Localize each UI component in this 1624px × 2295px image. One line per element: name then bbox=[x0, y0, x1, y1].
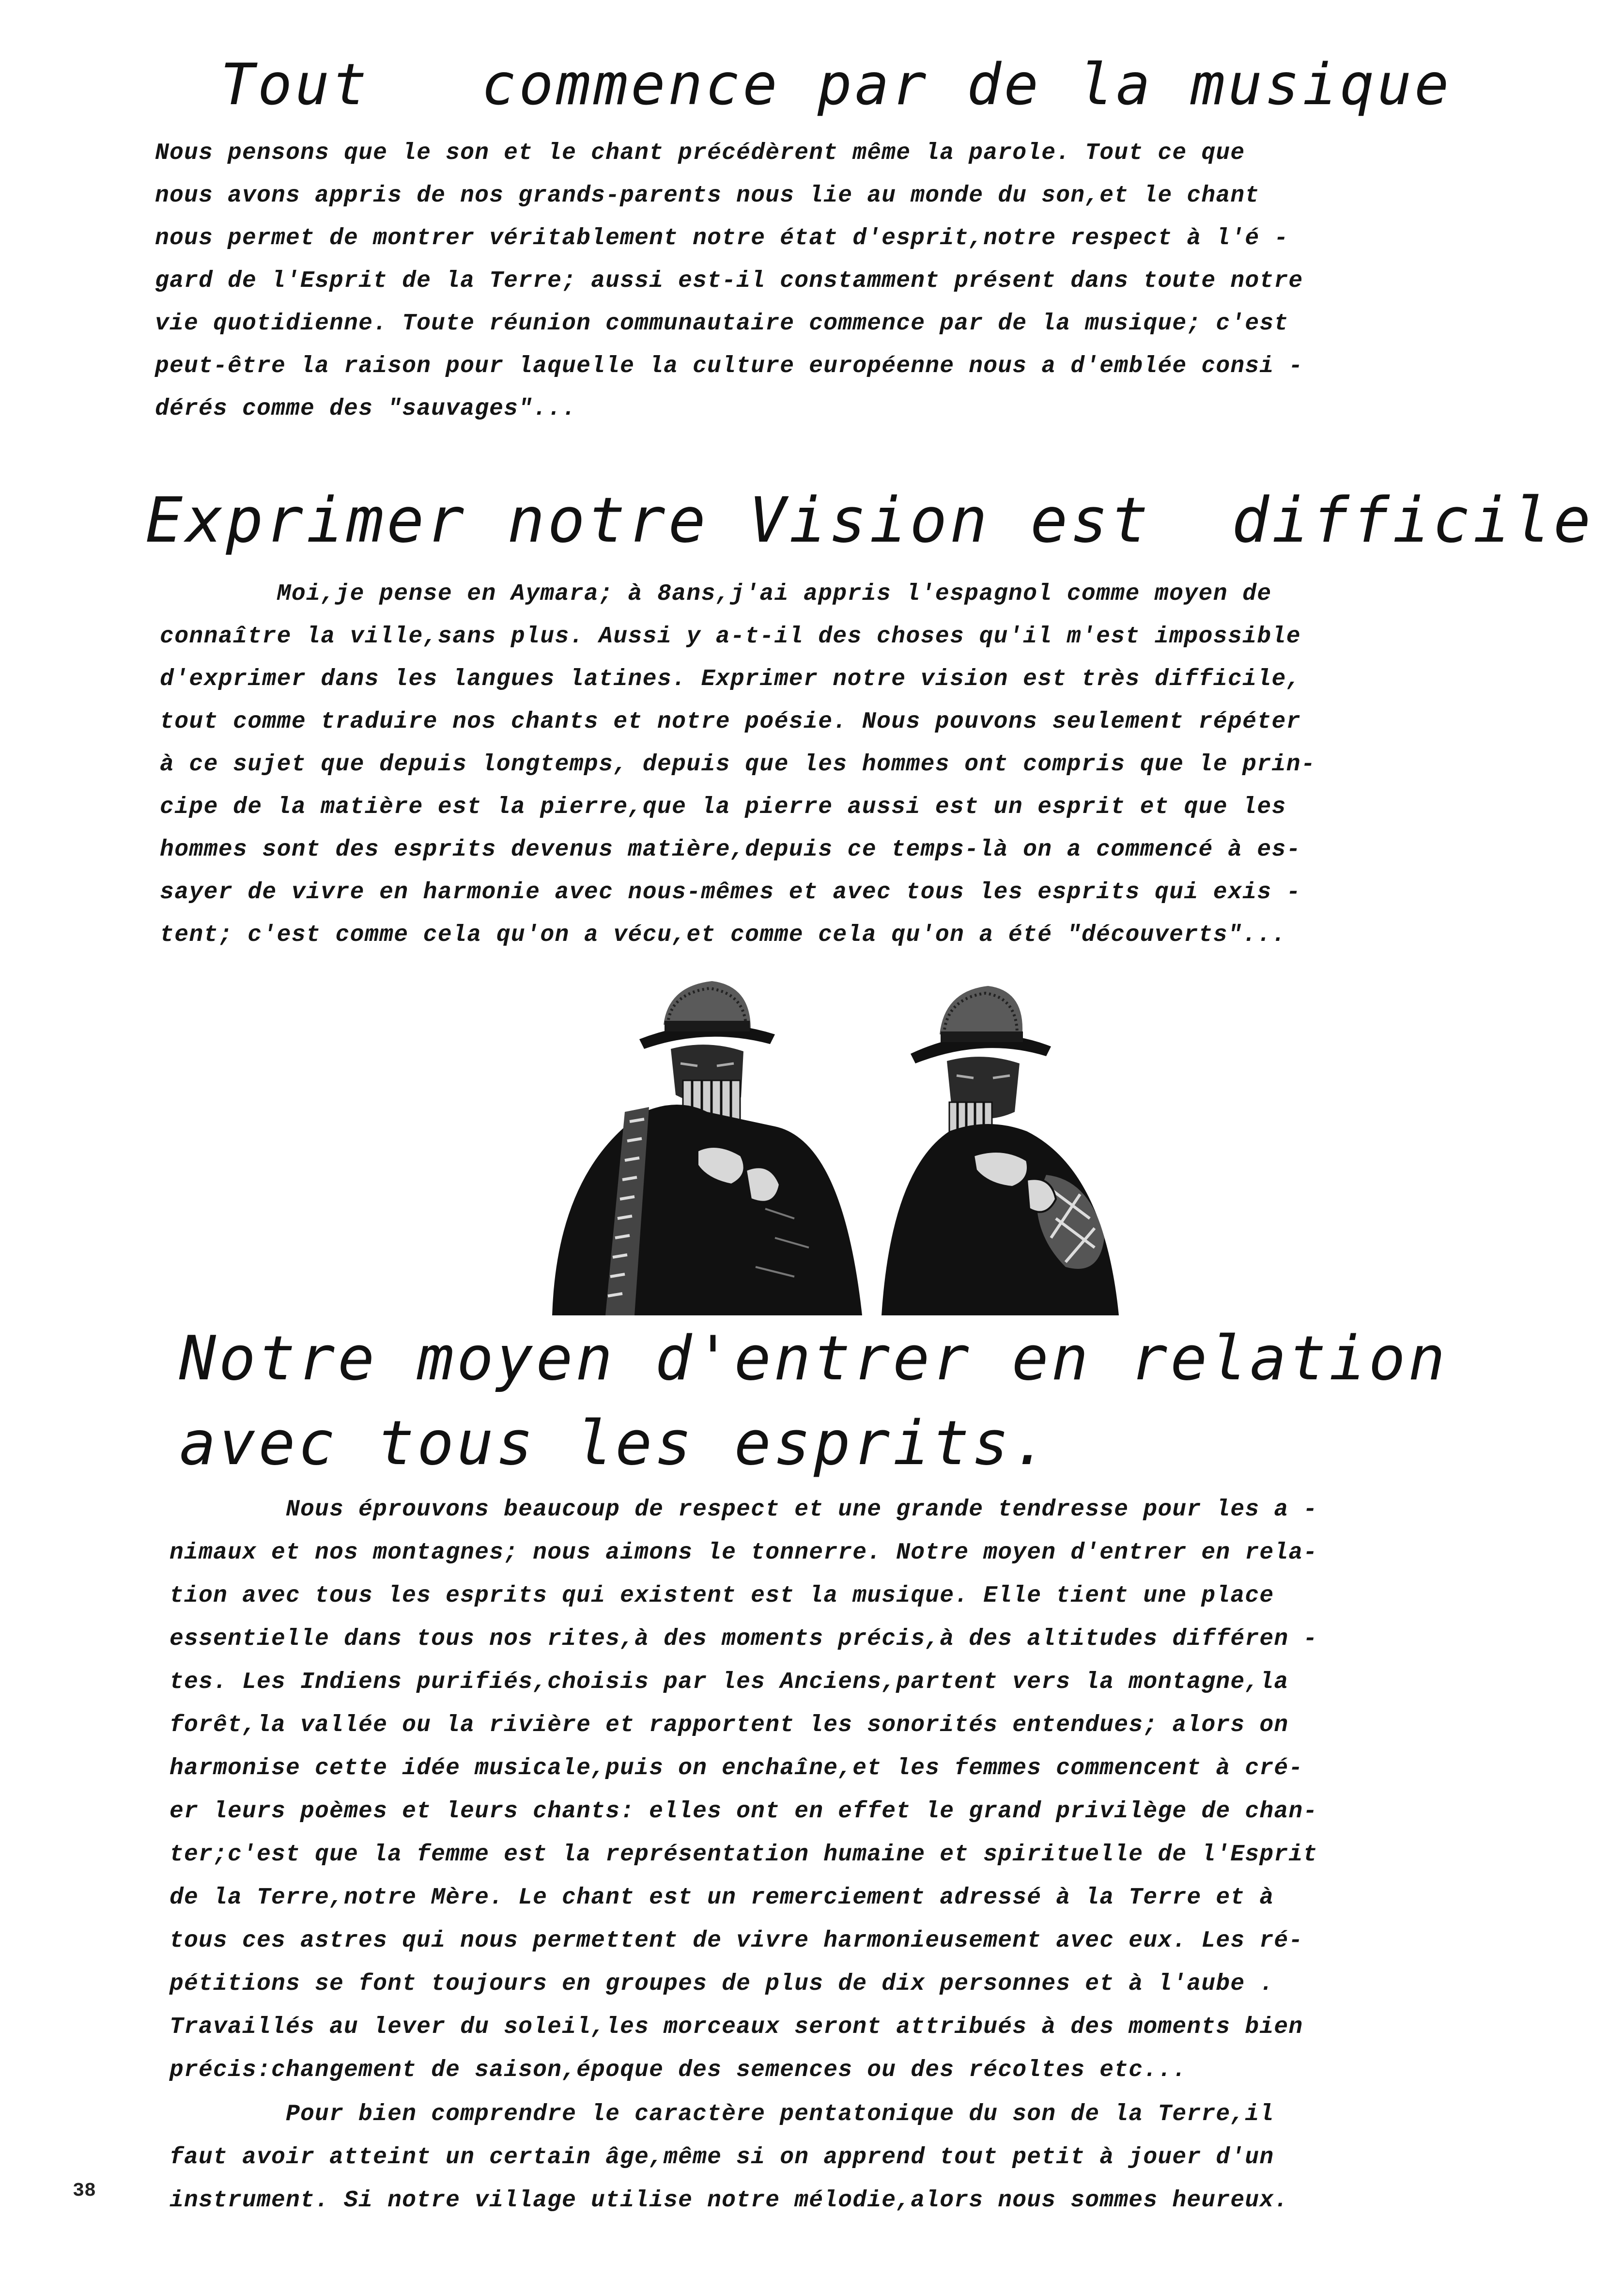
two-panpipe-players-illustration bbox=[523, 967, 1158, 1315]
text-line: nous permet de montrer véritablement notre état d'esprit,notre respect à l'é - bbox=[155, 225, 1289, 251]
text-line: faut avoir atteint un certain âge,même si on apprend tout petit à jouer d'un bbox=[170, 2144, 1274, 2170]
paragraph-section3-continued bbox=[170, 2093, 1288, 2222]
text-line: hommes sont des esprits devenus matière,depuis ce temps-là on a commencé à es- bbox=[160, 837, 1301, 863]
text-line: vie quotidienne. Toute réunion communautaire commence par de la musique; c'est bbox=[155, 311, 1289, 337]
text-line: tout comme traduire nos chants et notre poésie. Nous pouvons seulement répéter bbox=[160, 709, 1301, 735]
text-line: Nous éprouvons beaucoup de respect et une grande tendresse pour les a - bbox=[170, 1497, 1318, 1523]
text-line: tion avec tous les esprits qui existent est la musique. Elle tient une place bbox=[170, 1583, 1274, 1609]
text-line: nimaux et nos montagnes; nous aimons le tonnerre. Notre moyen d'entrer en rela- bbox=[170, 1540, 1318, 1566]
heading-notre-moyen-line1: Notre moyen d'entrer en relation bbox=[179, 1323, 1448, 1394]
paragraph-section1 bbox=[155, 132, 1303, 430]
text-line: peut-être la raison pour laquelle la culture européenne nous a d'emblée consi - bbox=[155, 353, 1303, 379]
text-line: cipe de la matière est la pierre,que la pierre aussi est un esprit et que les bbox=[160, 794, 1286, 820]
paragraph-section2 bbox=[160, 573, 1315, 956]
text-line: Nous pensons que le son et le chant précédèrent même la parole. Tout ce que bbox=[155, 140, 1245, 166]
text-line: ter;c'est que la femme est la représentation humaine et spirituelle de l'Esprit bbox=[170, 1842, 1318, 1868]
text-line: Travaillés au lever du soleil,les morceaux seront attribués à des moments bien bbox=[170, 2014, 1303, 2040]
text-line: gard de l'Esprit de la Terre; aussi est-il constamment présent dans toute notre bbox=[155, 268, 1303, 294]
text-line: harmonise cette idée musicale,puis on enchaîne,et les femmes commencent à cré- bbox=[170, 1755, 1303, 1781]
text-line: tes. Les Indiens purifiés,choisis par les Anciens,partent vers la montagne,la bbox=[170, 1669, 1289, 1695]
text-line: connaître la ville,sans plus. Aussi y a-t-il des choses qu'il m'est impossible bbox=[160, 624, 1301, 650]
text-line: tent; c'est comme cela qu'on a vécu,et comme cela qu'on a été "découverts"... bbox=[160, 922, 1286, 948]
text-line: tous ces astres qui nous permettent de vivre harmonieusement avec eux. Les ré- bbox=[170, 1928, 1303, 1954]
text-line: à ce sujet que depuis longtemps, depuis que les hommes ont compris que le prin- bbox=[160, 751, 1316, 778]
text-line: nous avons appris de nos grands-parents nous lie au monde du son,et le chant bbox=[155, 183, 1260, 209]
page-number: 38 bbox=[73, 2180, 96, 2202]
text-line: Pour bien comprendre le caractère pentatonique du son de la Terre,il bbox=[170, 2101, 1274, 2127]
text-line: d'exprimer dans les langues latines. Exprimer notre vision est très difficile, bbox=[160, 666, 1301, 692]
player-right-figure bbox=[882, 986, 1119, 1315]
heading-tout-commence: Tout commence par de la musique bbox=[220, 51, 1452, 118]
text-line: er leurs poèmes et leurs chants: elles ont en effet le grand privilège de chan- bbox=[170, 1798, 1318, 1825]
text-line: pétitions se font toujours en groupes de plus de dix personnes et à l'aube . bbox=[170, 1971, 1274, 1997]
text-line: précis:changement de saison,époque des semences ou des récoltes etc... bbox=[170, 2057, 1187, 2083]
heading-exprimer-vision: Exprimer notre Vision est difficile bbox=[145, 484, 1594, 557]
text-line: de la Terre,notre Mère. Le chant est un remerciement adressé à la Terre et à bbox=[170, 1885, 1274, 1911]
text-line: Moi,je pense en Aymara; à 8ans,j'ai appris l'espagnol comme moyen de bbox=[160, 581, 1272, 607]
text-line: instrument. Si notre village utilise notre mélodie,alors nous sommes heureux. bbox=[170, 2187, 1289, 2214]
text-line: forêt,la vallée ou la rivière et rapportent les sonorités entendues; alors on bbox=[170, 1712, 1289, 1738]
text-line: sayer de vivre en harmonie avec nous-mêmes et avec tous les esprits qui exis - bbox=[160, 879, 1301, 906]
player-left-figure bbox=[552, 981, 862, 1315]
text-line: essentielle dans tous nos rites,à des moments précis,à des altitudes différen - bbox=[170, 1626, 1318, 1652]
paragraph-section3 bbox=[170, 1488, 1317, 2092]
heading-notre-moyen-line2: avec tous les esprits. bbox=[179, 1407, 1052, 1479]
text-line: dérés comme des "sauvages"... bbox=[155, 396, 577, 422]
